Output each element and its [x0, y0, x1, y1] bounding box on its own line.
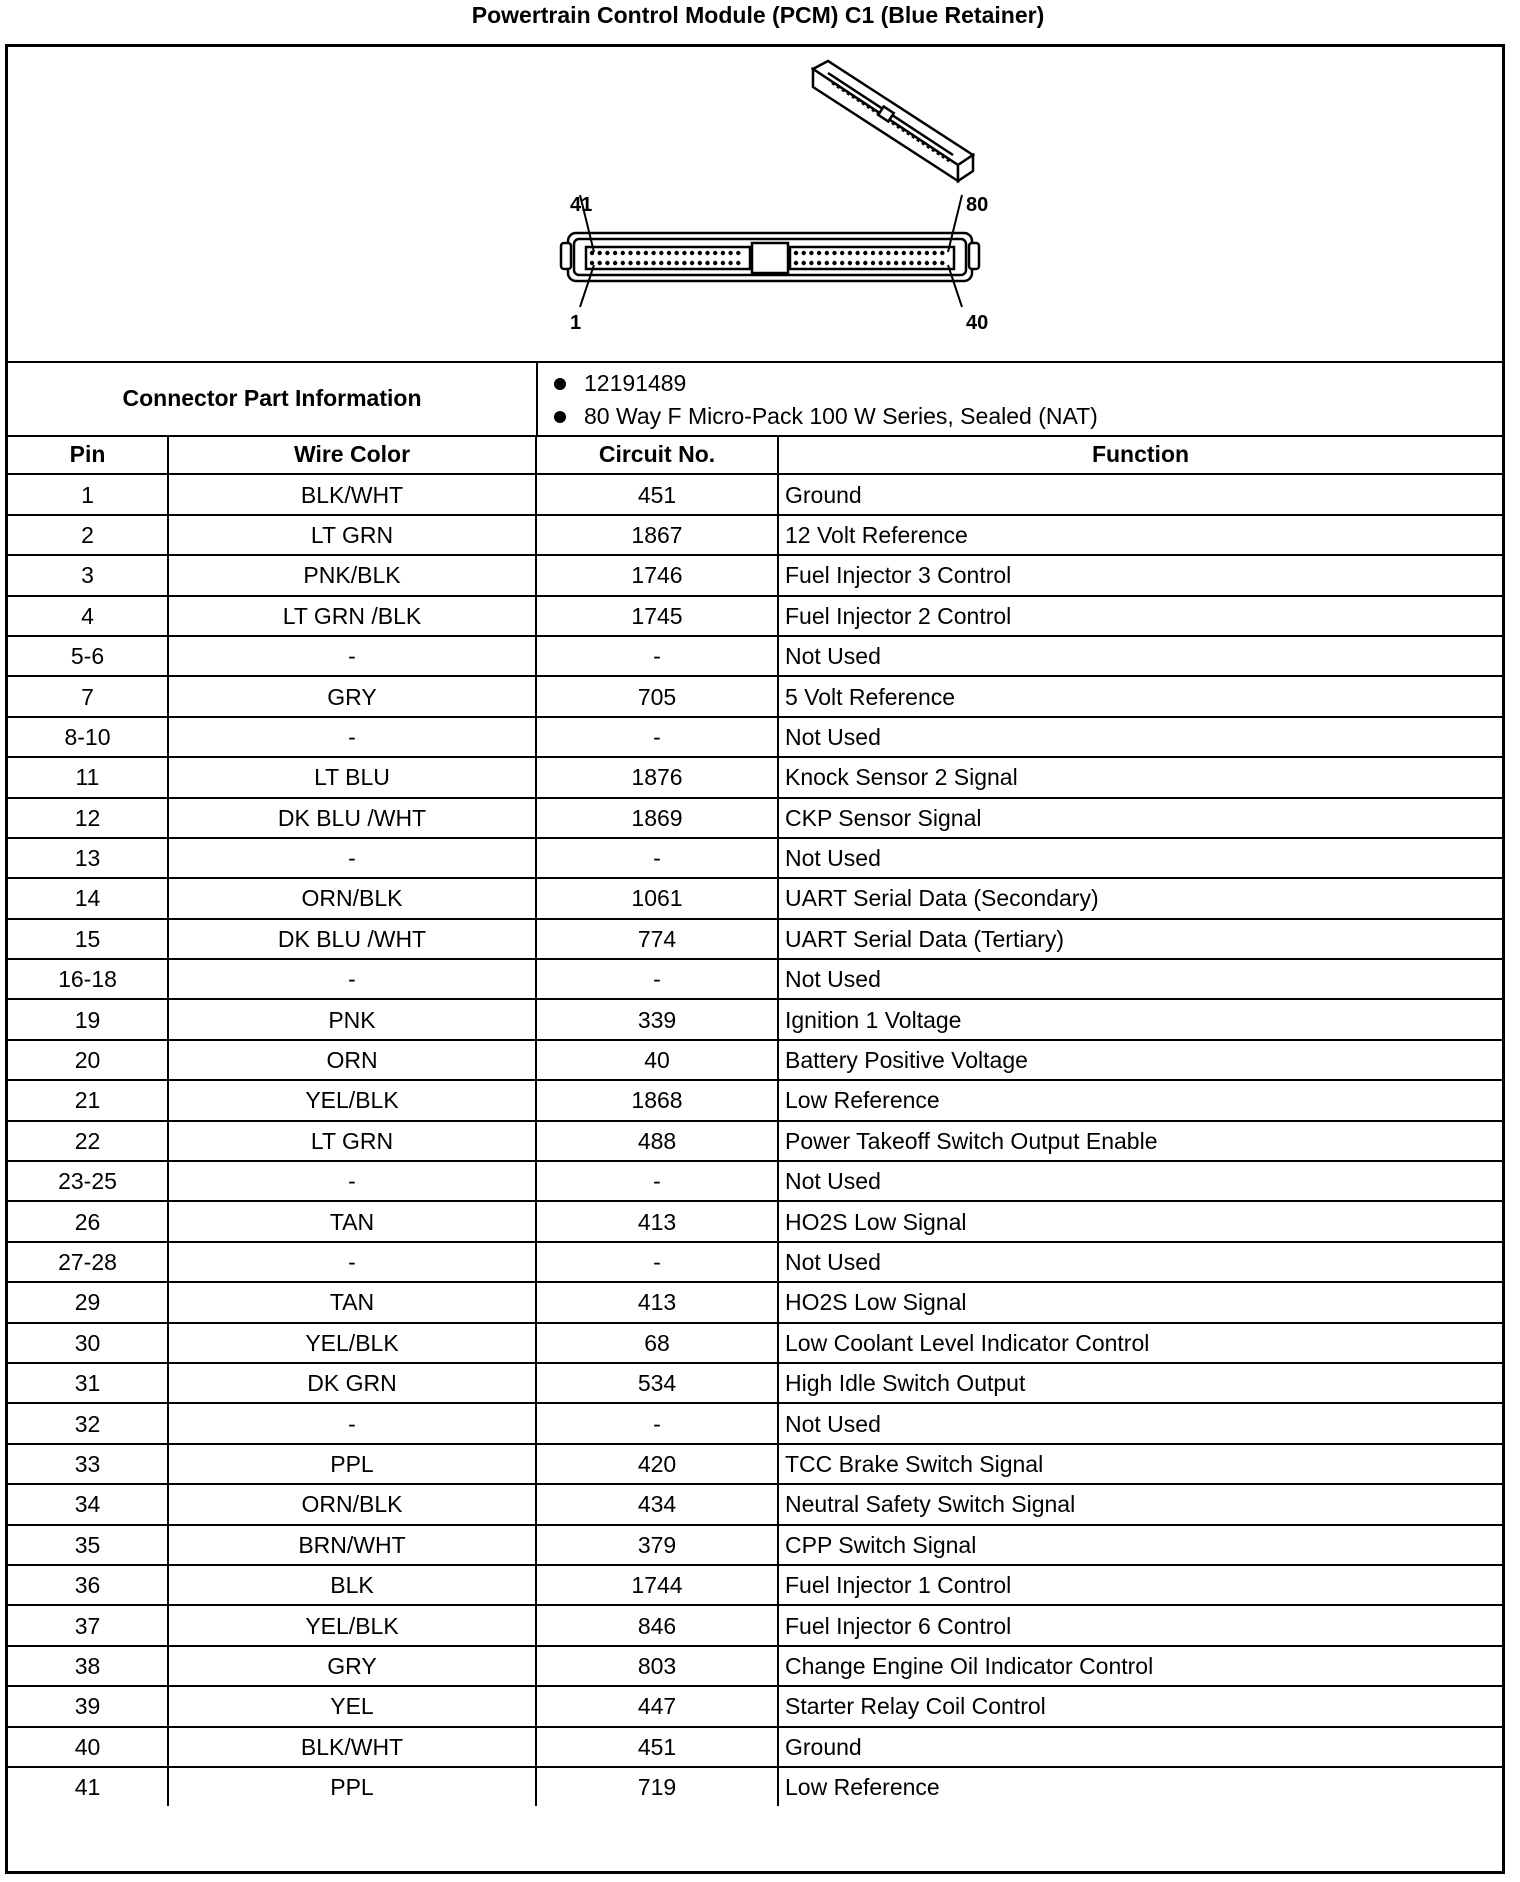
function-cell: Fuel Injector 6 Control — [778, 1605, 1502, 1645]
table-row — [8, 1403, 1502, 1443]
circuit-cell: 705 — [536, 676, 778, 716]
wire-color-cell: DK BLU /WHT — [168, 919, 536, 959]
pin-cell: 22 — [8, 1121, 168, 1161]
function-cell: Not Used — [778, 1161, 1502, 1201]
table-row — [8, 515, 1502, 555]
pin-cavity — [644, 261, 648, 265]
pin-cavity — [644, 251, 648, 255]
function-cell: Ignition 1 Voltage — [778, 999, 1502, 1039]
pin-cavity — [613, 261, 617, 265]
wire-color-cell: PPL — [168, 1444, 536, 1484]
pin-cavity — [698, 251, 702, 255]
circuit-cell: 451 — [536, 1727, 778, 1767]
wire-color-cell: - — [168, 636, 536, 676]
pin-cavity — [925, 261, 929, 265]
wire-color-cell: - — [168, 1161, 536, 1201]
connector-info-list — [554, 367, 1098, 433]
wire-color-cell: ORN/BLK — [168, 878, 536, 918]
circuit-cell: 774 — [536, 919, 778, 959]
pin-label-41: 41 — [570, 194, 593, 216]
pinout-rows — [8, 474, 1502, 1806]
table-header-row — [8, 435, 1502, 474]
function-cell: TCC Brake Switch Signal — [778, 1444, 1502, 1484]
header-function: Function — [778, 435, 1502, 474]
wire-color-cell: BLK/WHT — [168, 474, 536, 514]
pin-cavity — [628, 261, 632, 265]
connector-part-information — [8, 361, 1502, 437]
function-cell: Low Reference — [778, 1767, 1502, 1806]
function-cell: CKP Sensor Signal — [778, 798, 1502, 838]
table-row — [8, 717, 1502, 757]
circuit-cell: 379 — [536, 1525, 778, 1565]
pin-cell: 13 — [8, 838, 168, 878]
table-row — [8, 1444, 1502, 1484]
circuit-cell: 339 — [536, 999, 778, 1039]
pin-cell: 7 — [8, 676, 168, 716]
pin-cavity — [871, 251, 875, 255]
pin-label-80: 80 — [966, 194, 989, 216]
circuit-cell: - — [536, 636, 778, 676]
wire-color-cell: BLK/WHT — [168, 1727, 536, 1767]
pin-cell: 12 — [8, 798, 168, 838]
pin-cell: 14 — [8, 878, 168, 918]
pin-cavity — [598, 261, 602, 265]
circuit-cell: 803 — [536, 1646, 778, 1686]
function-cell: Low Reference — [778, 1080, 1502, 1120]
table-row — [8, 1201, 1502, 1241]
pin-cavity — [909, 261, 913, 265]
circuit-cell: 40 — [536, 1040, 778, 1080]
pinout-table — [8, 435, 1502, 1806]
wire-color-cell: BLK — [168, 1565, 536, 1605]
table-row — [8, 1484, 1502, 1524]
pin-cavity — [628, 251, 632, 255]
pin-cavity — [940, 261, 944, 265]
pin-cavity — [636, 261, 640, 265]
circuit-cell: 1876 — [536, 757, 778, 797]
page-title: Powertrain Control Module (PCM) C1 (Blue Retainer) — [471, 2, 1045, 28]
function-cell: Neutral Safety Switch Signal — [778, 1484, 1502, 1524]
pin-cell: 20 — [8, 1040, 168, 1080]
pin-cell: 2 — [8, 515, 168, 555]
function-cell: Not Used — [778, 636, 1502, 676]
wire-color-cell: - — [168, 959, 536, 999]
pin-cavity — [802, 261, 806, 265]
circuit-cell: 1869 — [536, 798, 778, 838]
wire-color-cell: GRY — [168, 676, 536, 716]
wire-color-cell: - — [168, 1242, 536, 1282]
pin-cavity — [894, 261, 898, 265]
pin-cell: 30 — [8, 1323, 168, 1363]
pin-cavity — [879, 261, 883, 265]
pin-cell: 36 — [8, 1565, 168, 1605]
circuit-cell: 1745 — [536, 596, 778, 636]
circuit-cell: 1744 — [536, 1565, 778, 1605]
pin-cavity — [682, 251, 686, 255]
function-cell: UART Serial Data (Secondary) — [778, 878, 1502, 918]
pin-cell: 5-6 — [8, 636, 168, 676]
wire-color-cell: TAN — [168, 1201, 536, 1241]
connector-3d-view — [813, 61, 973, 181]
wire-color-cell: PNK/BLK — [168, 555, 536, 595]
pin-cavity — [917, 251, 921, 255]
pin-cell: 31 — [8, 1363, 168, 1403]
pin-cavity — [940, 251, 944, 255]
function-cell: High Idle Switch Output — [778, 1363, 1502, 1403]
circuit-cell: 68 — [536, 1323, 778, 1363]
table-row — [8, 596, 1502, 636]
circuit-cell: 846 — [536, 1605, 778, 1645]
table-row — [8, 636, 1502, 676]
circuit-cell: - — [536, 838, 778, 878]
circuit-cell: - — [536, 717, 778, 757]
pin-cavity — [721, 261, 725, 265]
function-cell: Not Used — [778, 959, 1502, 999]
function-cell: Not Used — [778, 838, 1502, 878]
pin-cavity — [705, 261, 709, 265]
table-row — [8, 959, 1502, 999]
table-row — [8, 1323, 1502, 1363]
pin-cavity — [794, 261, 798, 265]
circuit-cell: 1868 — [536, 1080, 778, 1120]
circuit-cell: 719 — [536, 1767, 778, 1806]
table-row — [8, 1121, 1502, 1161]
wire-color-cell: ORN — [168, 1040, 536, 1080]
circuit-cell: 413 — [536, 1282, 778, 1322]
pin-cavity — [728, 251, 732, 255]
function-cell: Fuel Injector 2 Control — [778, 596, 1502, 636]
circuit-cell: 1867 — [536, 515, 778, 555]
pin-cavity — [855, 261, 859, 265]
pin-cavity — [802, 251, 806, 255]
pin-cavity — [605, 261, 609, 265]
pin-cell: 32 — [8, 1403, 168, 1443]
pin-cell: 23-25 — [8, 1161, 168, 1201]
circuit-cell: 434 — [536, 1484, 778, 1524]
function-cell: Knock Sensor 2 Signal — [778, 757, 1502, 797]
pin-cavity — [736, 261, 740, 265]
circuit-cell: 451 — [536, 474, 778, 514]
table-row — [8, 1686, 1502, 1726]
pin-cavity — [598, 251, 602, 255]
pin-cavity — [728, 261, 732, 265]
table-row — [8, 1363, 1502, 1403]
function-cell: 5 Volt Reference — [778, 676, 1502, 716]
pin-cavity — [675, 251, 679, 255]
pin-cell: 21 — [8, 1080, 168, 1120]
pin-cavity — [825, 261, 829, 265]
pin-cell: 29 — [8, 1282, 168, 1322]
wire-color-cell: ORN/BLK — [168, 1484, 536, 1524]
pin-cavity — [809, 261, 813, 265]
pin-cavity — [832, 251, 836, 255]
wire-color-cell: DK GRN — [168, 1363, 536, 1403]
pin-cell: 3 — [8, 555, 168, 595]
circuit-cell: 534 — [536, 1363, 778, 1403]
pin-cavity — [886, 251, 890, 255]
pin-cavity — [848, 251, 852, 255]
pin-cavity — [932, 251, 936, 255]
pin-label-1: 1 — [570, 312, 582, 334]
table-row — [8, 757, 1502, 797]
pin-cavity — [840, 261, 844, 265]
pin-cell: 35 — [8, 1525, 168, 1565]
function-cell: Power Takeoff Switch Output Enable — [778, 1121, 1502, 1161]
pin-cavity — [809, 251, 813, 255]
wire-color-cell: LT GRN /BLK — [168, 596, 536, 636]
wire-color-cell: YEL — [168, 1686, 536, 1726]
pin-cavity — [659, 261, 663, 265]
table-row — [8, 999, 1502, 1039]
wire-color-cell: - — [168, 838, 536, 878]
pin-cell: 16-18 — [8, 959, 168, 999]
table-row — [8, 878, 1502, 918]
circuit-cell: 447 — [536, 1686, 778, 1726]
connector-info-label: Connector Part Information — [8, 361, 538, 435]
wire-color-cell: - — [168, 1403, 536, 1443]
pin-cavity — [590, 261, 594, 265]
pin-cavity — [690, 261, 694, 265]
pin-cavity — [651, 261, 655, 265]
pin-cavity — [863, 251, 867, 255]
table-row — [8, 1525, 1502, 1565]
pin-cavity — [925, 251, 929, 255]
pin-cavity — [698, 261, 702, 265]
circuit-cell: 488 — [536, 1121, 778, 1161]
circuit-cell: - — [536, 1161, 778, 1201]
table-row — [8, 1605, 1502, 1645]
wire-color-cell: - — [168, 717, 536, 757]
wire-color-cell: PPL — [168, 1767, 536, 1806]
pin-cavity — [825, 251, 829, 255]
connector-sheet — [5, 44, 1505, 1874]
table-row — [8, 555, 1502, 595]
table-row — [8, 838, 1502, 878]
function-cell: Change Engine Oil Indicator Control — [778, 1646, 1502, 1686]
circuit-cell: - — [536, 959, 778, 999]
table-row — [8, 1161, 1502, 1201]
circuit-cell: 420 — [536, 1444, 778, 1484]
circuit-cell: 1061 — [536, 878, 778, 918]
function-cell: Ground — [778, 474, 1502, 514]
pin-cavity — [721, 251, 725, 255]
pin-cavity — [667, 261, 671, 265]
function-cell: Battery Positive Voltage — [778, 1040, 1502, 1080]
pin-cavity — [713, 261, 717, 265]
pin-cell: 8-10 — [8, 717, 168, 757]
pin-cavity — [902, 251, 906, 255]
function-cell: CPP Switch Signal — [778, 1525, 1502, 1565]
pin-cavity — [932, 261, 936, 265]
table-row — [8, 919, 1502, 959]
pin-cell: 37 — [8, 1605, 168, 1645]
pin-cavity — [621, 261, 625, 265]
pin-cavity — [832, 261, 836, 265]
circuit-cell: - — [536, 1242, 778, 1282]
pin-cavity — [651, 251, 655, 255]
pin-cavity — [636, 251, 640, 255]
table-row — [8, 1282, 1502, 1322]
pin-cell: 41 — [8, 1767, 168, 1806]
connector-diagram — [8, 47, 1502, 363]
table-row — [8, 798, 1502, 838]
pin-cell: 38 — [8, 1646, 168, 1686]
function-cell: Low Coolant Level Indicator Control — [778, 1323, 1502, 1363]
wire-color-cell: LT BLU — [168, 757, 536, 797]
function-cell: Fuel Injector 3 Control — [778, 555, 1502, 595]
pin-cavity — [840, 251, 844, 255]
wire-color-cell: DK BLU /WHT — [168, 798, 536, 838]
pin-cavity — [605, 251, 609, 255]
pin-cavity — [863, 261, 867, 265]
header-pin: Pin — [8, 435, 168, 474]
pin-cavity — [879, 251, 883, 255]
pin-label-40: 40 — [966, 312, 989, 334]
function-cell: 12 Volt Reference — [778, 515, 1502, 555]
table-row — [8, 1040, 1502, 1080]
header-circuit-no: Circuit No. — [536, 435, 778, 474]
pin-cavity — [848, 261, 852, 265]
pin-cavity — [682, 261, 686, 265]
pin-cavity — [667, 251, 671, 255]
table-row — [8, 1080, 1502, 1120]
pin-cell: 11 — [8, 757, 168, 797]
table-row — [8, 676, 1502, 716]
connector-illustration — [8, 47, 1502, 361]
pin-cavity — [917, 261, 921, 265]
pin-cavity — [659, 251, 663, 255]
pin-cavity — [690, 251, 694, 255]
wire-color-cell: TAN — [168, 1282, 536, 1322]
wire-color-cell: YEL/BLK — [168, 1080, 536, 1120]
wire-color-cell: LT GRN — [168, 515, 536, 555]
pin-cavity — [713, 251, 717, 255]
wire-color-cell: PNK — [168, 999, 536, 1039]
pin-cavity — [590, 251, 594, 255]
function-cell: HO2S Low Signal — [778, 1282, 1502, 1322]
pin-cell: 34 — [8, 1484, 168, 1524]
pin-cavity — [794, 251, 798, 255]
circuit-cell: 413 — [536, 1201, 778, 1241]
pin-cell: 26 — [8, 1201, 168, 1241]
wire-color-cell: YEL/BLK — [168, 1323, 536, 1363]
circuit-cell: - — [536, 1403, 778, 1443]
pin-cavity — [855, 251, 859, 255]
pin-cavity — [886, 261, 890, 265]
table-row — [8, 1565, 1502, 1605]
table-row — [8, 474, 1502, 514]
pin-cell: 33 — [8, 1444, 168, 1484]
pin-cell: 39 — [8, 1686, 168, 1726]
connector-description: 80 Way F Micro-Pack 100 W Series, Sealed (NAT) — [554, 400, 1098, 433]
wire-color-cell: BRN/WHT — [168, 1525, 536, 1565]
function-cell: Starter Relay Coil Control — [778, 1686, 1502, 1726]
pin-cavity — [621, 251, 625, 255]
pin-cavity — [909, 251, 913, 255]
pin-cavity — [894, 251, 898, 255]
pin-cell: 40 — [8, 1727, 168, 1767]
pin-cavity — [817, 261, 821, 265]
circuit-cell: 1746 — [536, 555, 778, 595]
pin-cell: 19 — [8, 999, 168, 1039]
function-cell: UART Serial Data (Tertiary) — [778, 919, 1502, 959]
pin-cavity — [736, 251, 740, 255]
pin-cavity — [675, 261, 679, 265]
function-cell: Not Used — [778, 1242, 1502, 1282]
function-cell: HO2S Low Signal — [778, 1201, 1502, 1241]
wire-color-cell: YEL/BLK — [168, 1605, 536, 1645]
pin-cavity — [871, 261, 875, 265]
pin-cavity — [817, 251, 821, 255]
pin-cavity — [902, 261, 906, 265]
pin-cell: 1 — [8, 474, 168, 514]
function-cell: Not Used — [778, 717, 1502, 757]
table-row — [8, 1646, 1502, 1686]
wire-color-cell: LT GRN — [168, 1121, 536, 1161]
pin-cell: 4 — [8, 596, 168, 636]
table-row — [8, 1727, 1502, 1767]
table-row — [8, 1242, 1502, 1282]
function-cell: Not Used — [778, 1403, 1502, 1443]
function-cell: Fuel Injector 1 Control — [778, 1565, 1502, 1605]
pin-cavity — [705, 251, 709, 255]
function-cell: Ground — [778, 1727, 1502, 1767]
table-row — [8, 1767, 1502, 1806]
wire-color-cell: GRY — [168, 1646, 536, 1686]
pin-cavity — [613, 251, 617, 255]
pin-cell: 15 — [8, 919, 168, 959]
pin-cell: 27-28 — [8, 1242, 168, 1282]
header-wire-color: Wire Color — [168, 435, 536, 474]
connector-part-number: 12191489 — [554, 367, 1098, 400]
